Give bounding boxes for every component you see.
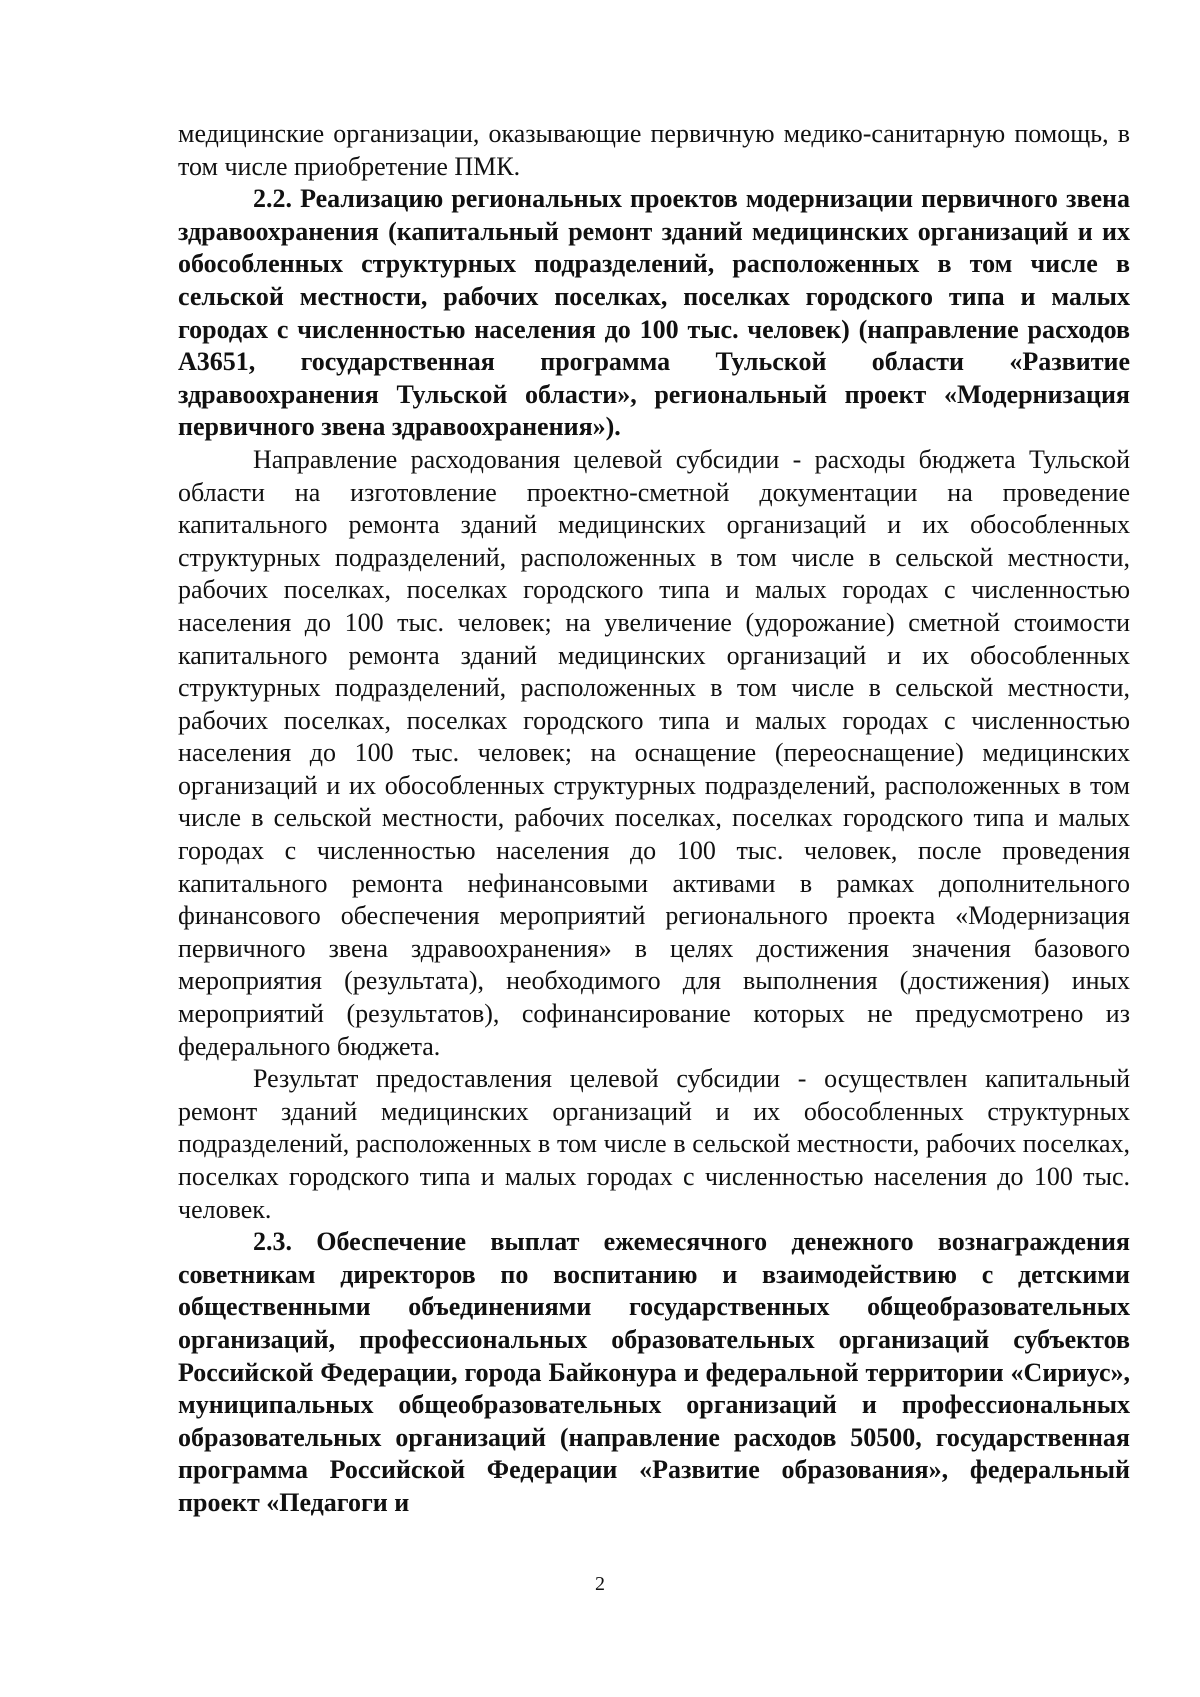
section-heading-2-2: 2.2. Реализацию региональных проектов модернизации первичного звена здравоохранения (капитальный ремонт зданий медицинских организаций и их обособленных структурных подразделений, расположенных в том числе в сельской местности, рабочих поселках, поселках городского типа и малых городах с численностью населения до 100 тыс. человек) (направление расходов А3651, государственная программа Тульской области «Развитие здравоохранения Тульской области», региональный проект «Модернизация первичного звена здравоохранения»). — [178, 184, 1130, 442]
document-page — [178, 118, 1130, 1520]
section-heading-2-3: 2.3. Обеспечение выплат ежемесячного денежного вознаграждения советникам директоров по воспитанию и взаимодействию с детскими общественными объединениями государственных общеобразовательных организаций, профессиональных образовательных организаций субъектов Российской Федерации, города Байконура и федеральной территории «Сириус», муниципальных общеобразовательных организаций и профессиональных образовательных организаций (направление расходов 50500, государственная программа Российской Федерации «Развитие образования», федеральный проект «Педагоги и — [178, 1227, 1130, 1517]
page-number: 2 — [595, 1573, 605, 1595]
paragraph-continuation: медицинские организации, оказывающие первичную медико-санитарную помощь, в том числе приобретение ПМК. — [178, 119, 1130, 181]
paragraph-result: Результат предоставления целевой субсидии - осуществлен капитальный ремонт зданий медицинских организаций и их обособленных структурных подразделений, расположенных в том числе в сельской местности, рабочих поселках, поселках городского типа и малых городах с численностью населения до 100 тыс. человек. — [178, 1064, 1130, 1224]
paragraph-direction: Направление расходования целевой субсидии - расходы бюджета Тульской области на изготовление проектно-сметной документации на проведение капитального ремонта зданий медицинских организаций и их обособленных структурных подразделений, расположенных в том числе в сельской местности, рабочих поселках, поселках городского типа и малых городах с численностью населения до 100 тыс. человек; на увеличение (удорожание) сметной стоимости капитального ремонта зданий медицинских организаций и их обособленных структурных подразделений, расположенных в том числе в сельской местности, рабочих поселках, поселках городского типа и малых городах с численностью населения до 100 тыс. человек; на оснащение (переоснащение) медицинских организаций и их обособленных структурных подразделений, расположенных в том числе в сельской местности, рабочих поселках, поселках городского типа и малых городах с численностью населения до 100 тыс. человек, после проведения капитального ремонта нефинансовыми активами в рамках дополнительного финансового обеспечения мероприятий регионального проекта «Модернизация первичного звена здравоохранения» в целях достижения значения базового мероприятия (результата), необходимого для выполнения (достижения) иных мероприятий (результатов), софинансирование которых не предусмотрено из федерального бюджета. — [178, 444, 1130, 1061]
